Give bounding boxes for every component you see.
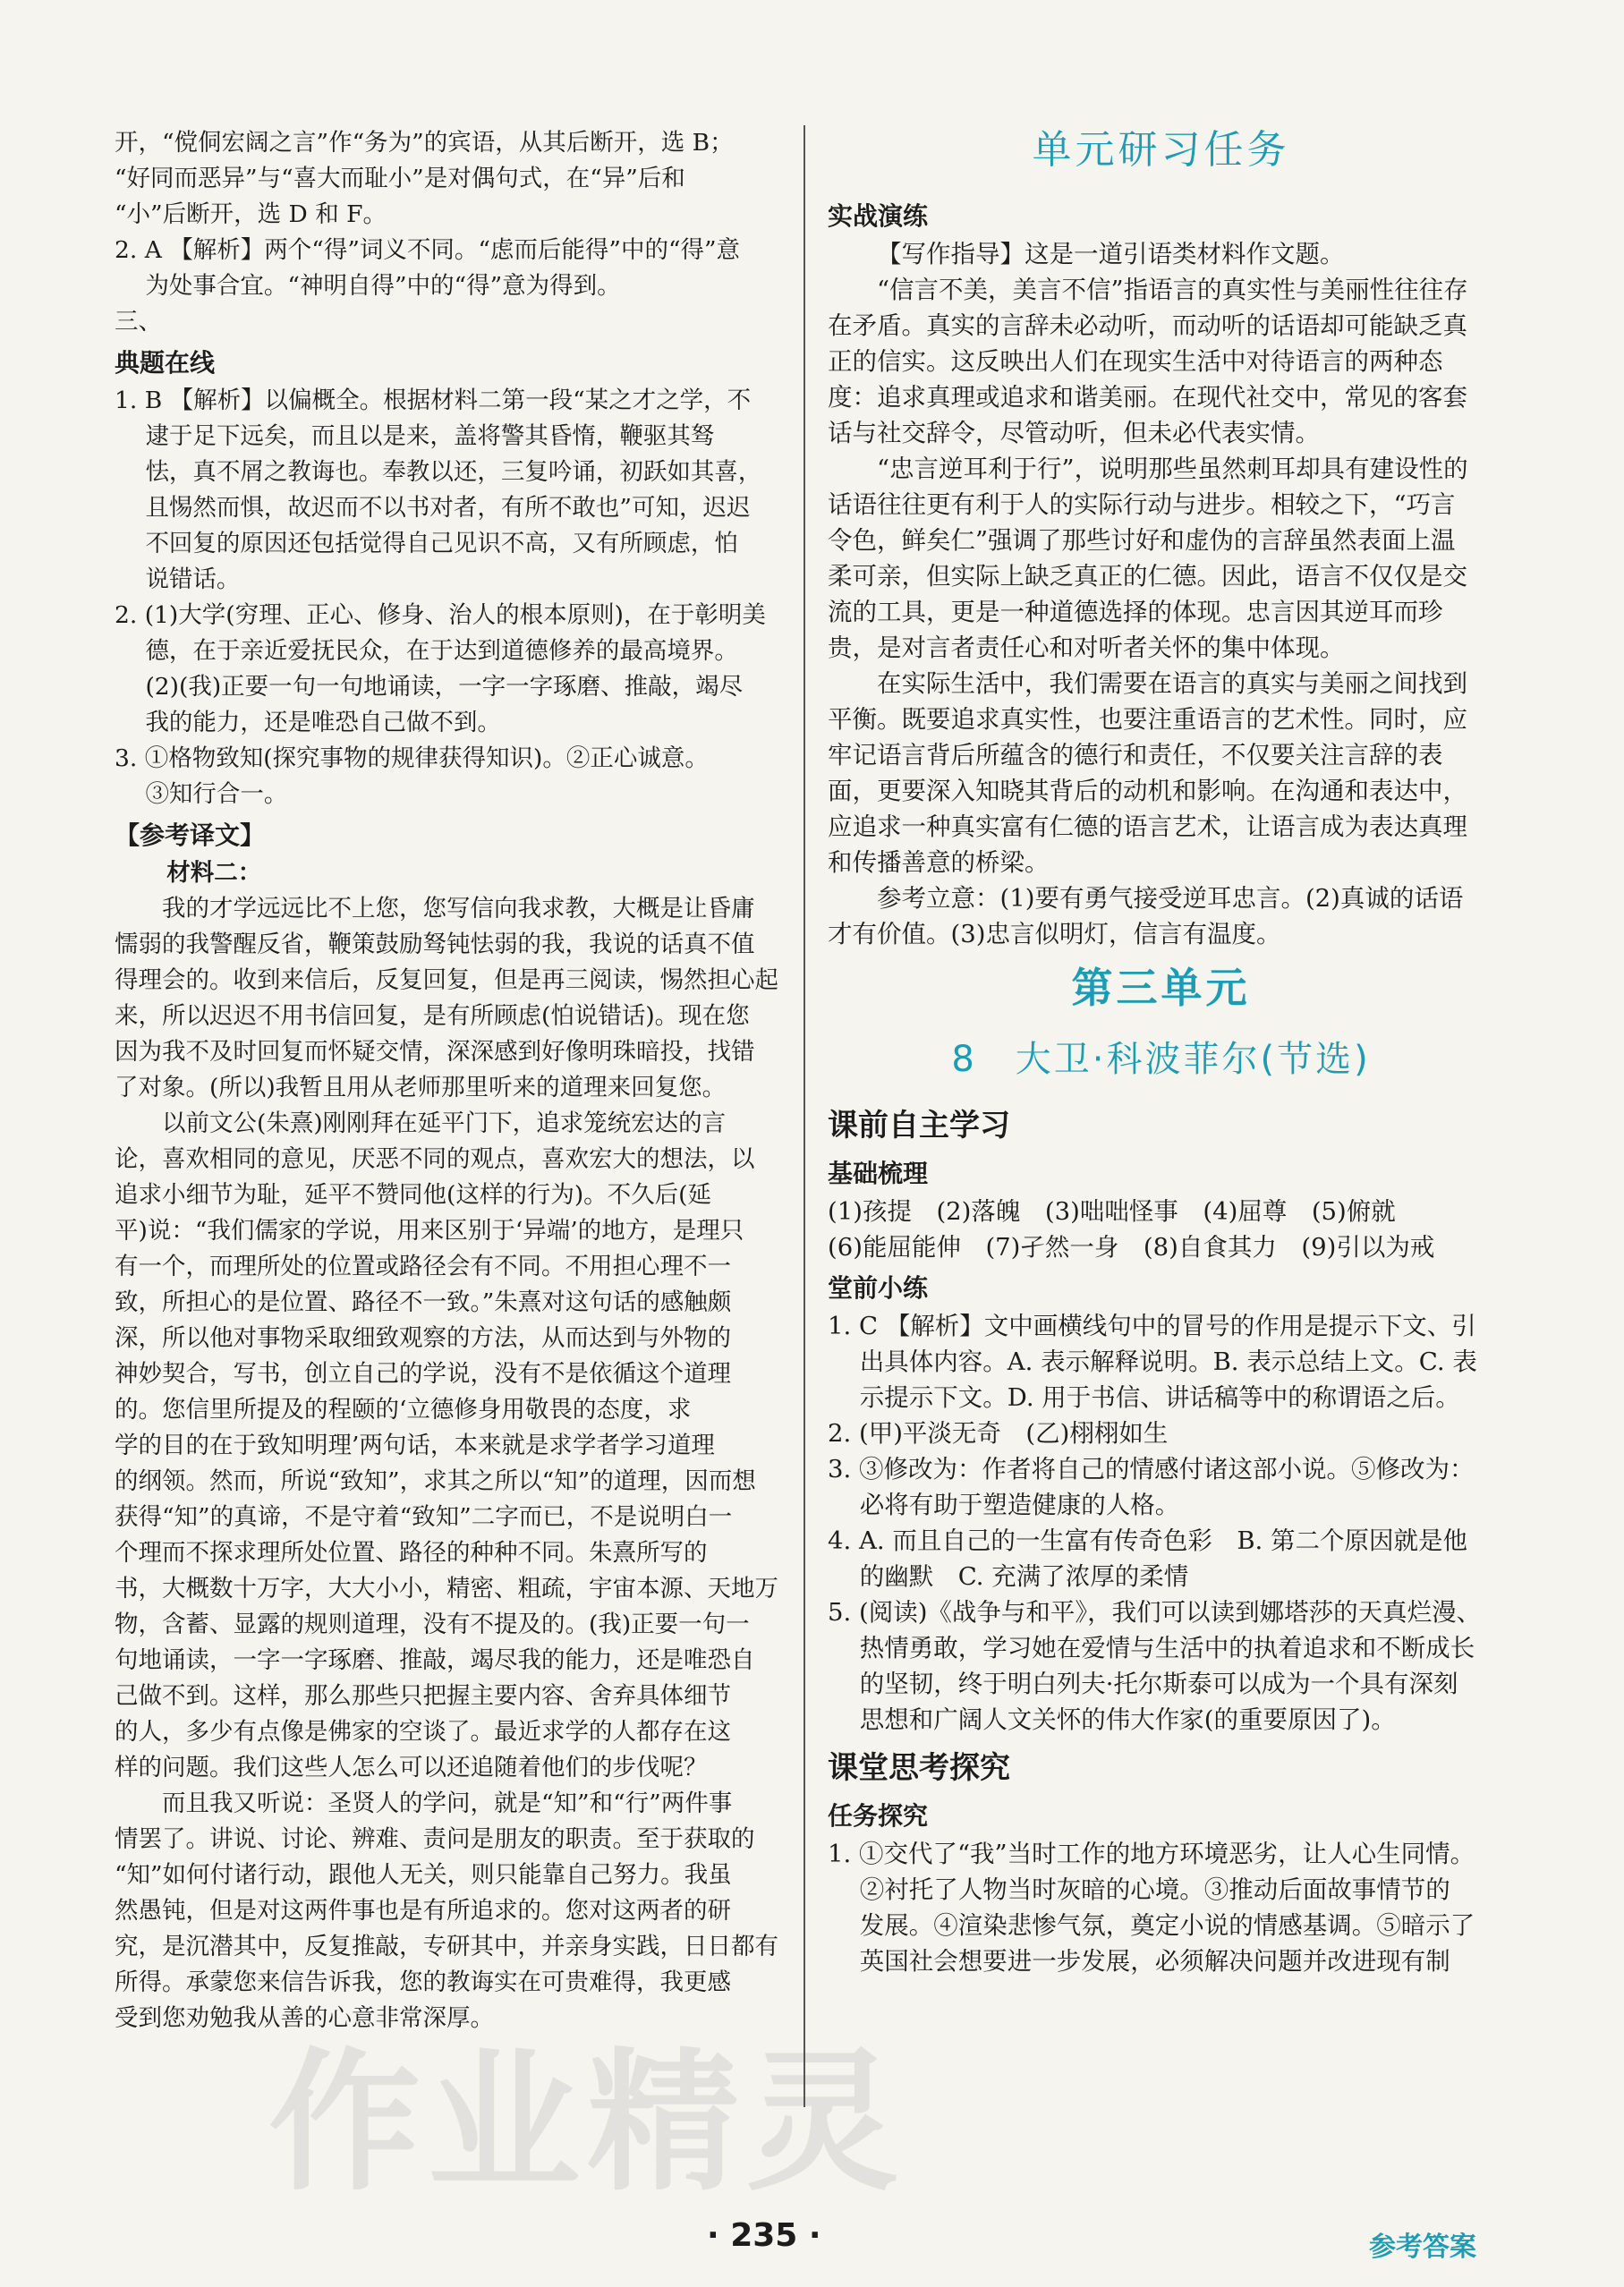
- text-line: 3. ①格物致知(探究事物的规律获得知识)。②正心诚意。: [115, 744, 709, 772]
- text-line: “小”后断开，选 D 和 F。: [115, 200, 387, 228]
- text-line: 1. C 【解析】文中画横线句中的冒号的作用是提示下文、引: [828, 1312, 1476, 1340]
- text-line: 神妙契合，写书，创立自己的学说，没有不是依循这个道理: [115, 1360, 731, 1388]
- text-line: 有一个，而理所处的位置或路径会有不同。不用担心理不一: [115, 1253, 731, 1280]
- subheading-reference-translation: 【参考译文】: [115, 820, 266, 850]
- heading-pre-class-study: 课前自主学习: [828, 1108, 1010, 1144]
- text-line: 致，所担心的是位置、路径不一致。”朱熹对这句话的感触颇: [115, 1288, 732, 1316]
- text-line: 和传播善意的桥梁。: [828, 848, 1050, 877]
- page-number: · 235 ·: [707, 2217, 821, 2254]
- text-line: 学的目的在于致知明理’两句话，本来就是求学者学习道理: [115, 1432, 715, 1459]
- text-line: 而且我又听说：圣贤人的学问，就是“知”和“行”两件事: [162, 1790, 733, 1817]
- text-line: (6)能屈能伸 (7)孑然一身 (8)自食其力 (9)引以为戒: [828, 1233, 1435, 1262]
- text-line: 贵，是对言者责任心和对听者关怀的集中体现。: [828, 633, 1345, 662]
- text-line: 德，在于亲近爱抚民众，在于达到道德修养的最高境界。: [145, 637, 738, 665]
- text-line: 获得“知”的真谛，不是守着“致知”二字而已，不是说明白一: [115, 1503, 733, 1531]
- text-line: ②衬托了人物当时灰暗的心境。③推动后面故事情节的: [859, 1875, 1450, 1904]
- text-line: 了对象。(所以)我暂且用从老师那里听来的道理来回复您。: [115, 1074, 727, 1101]
- text-line: 懦弱的我警醒反省，鞭策鼓励驽钝怯弱的我，我说的话真不值: [115, 931, 755, 958]
- text-line: 受到您劝勉我从善的心意非常深厚。: [115, 2004, 494, 2032]
- text-line: (1)孩提 (2)落魄 (3)咄咄怪事 (4)屈尊 (5)俯就: [828, 1197, 1396, 1226]
- heading-in-class-inquiry: 课堂思考探究: [828, 1750, 1010, 1786]
- text-line: 开，“傥侗宏阔之言”作“务为”的宾语，从其后断开，选 B；: [115, 129, 734, 157]
- text-line: 句地诵读，一字一字琢磨、推敲，竭尽我的能力，还是唯恐自: [115, 1646, 755, 1674]
- text-line: 深，所以他对事物采取细致观察的方法，从而达到与外物的: [115, 1324, 731, 1352]
- text-line: 示提示下文。D. 用于书信、讲话稿等中的称谓语之后。: [859, 1383, 1460, 1412]
- subheading-practice-before-class: 堂前小练: [828, 1273, 929, 1303]
- text-line: 话语往往更有利于人的实际行动与进步。相较之下，“巧言: [828, 490, 1456, 519]
- text-line: 思想和广阔人文关怀的伟大作家(的重要原因了)。: [859, 1705, 1396, 1734]
- right-column: [828, 125, 1494, 1979]
- text-line: 应追求一种真实富有仁德的语言艺术，让语言成为表达真理: [828, 812, 1467, 841]
- text-line: 不回复的原因还包括觉得自己见识不高，又有所顾虑，怕: [145, 530, 738, 557]
- section-number: 三、: [115, 308, 162, 336]
- text-line: ③知行合一。: [145, 780, 288, 808]
- text-line: 的坚韧，终于明白列夫·托尔斯泰可以成为一个具有深刻: [859, 1670, 1458, 1698]
- text-line: 正的信实。这反映出人们在现实生活中对待语言的两种态: [828, 347, 1443, 376]
- text-line: 牢记语言背后所蕴含的德行和责任，不仅要关注言辞的表: [828, 741, 1443, 769]
- text-line: “忠言逆耳利于行”，说明那些虽然刺耳却具有建设性的: [877, 455, 1468, 483]
- text-line: 的幽默 C. 充满了浓厚的柔情: [859, 1562, 1189, 1591]
- text-line: 面，更要深入知晓其背后的动机和影响。在沟通和表达中，: [828, 777, 1467, 805]
- text-line: 所得。承蒙您来信告诉我，您的教诲实在可贵难得，我更感: [115, 1968, 731, 1996]
- unit-task-title: 单元研习任务: [1032, 127, 1290, 173]
- text-line: 参考立意：(1)要有勇气接受逆耳忠言。(2)真诚的话语: [877, 884, 1464, 913]
- text-line: 的人，多少有点像是佛家的空谈了。最近求学的人都存在这: [115, 1718, 731, 1746]
- text-line: 的。您信里所提及的程颐的‘立德修身用敬畏的态度，求: [115, 1396, 692, 1424]
- text-line: 情罢了。讲说、讨论、辨难、责问是朋友的职责。至于获取的: [115, 1825, 755, 1853]
- text-line: “信言不美，美言不信”指语言的真实性与美丽性往往存: [877, 276, 1468, 304]
- footer-label: 参考答案: [1369, 2232, 1476, 2263]
- lesson-title: 8 大卫·科波菲尔(节选): [951, 1039, 1371, 1080]
- text-line: 2. (甲)平淡无奇 (乙)栩栩如生: [828, 1419, 1169, 1448]
- text-line: 柔可亲，但实际上缺乏真正的仁德。因此，语言不仅仅是交: [828, 562, 1467, 591]
- text-line: 1. B 【解析】以偏概全。根据材料二第一段“某之才之学，不: [115, 387, 752, 414]
- text-line: 得理会的。收到来信后，反复回复，但是再三阅读，惕然担心起: [115, 966, 778, 994]
- text-line: 因为我不及时回复而怀疑交情，深深感到好像明珠暗投，找错: [115, 1038, 755, 1066]
- subheading-practice: 实战演练: [828, 201, 929, 231]
- text-line: 在矛盾。真实的言辞未必动听，而动听的话语却可能缺乏真: [828, 311, 1467, 340]
- text-line: 在实际生活中，我们需要在语言的真实与美丽之间找到: [877, 669, 1467, 698]
- text-line: 2. A 【解析】两个“得”词义不同。“虑而后能得”中的“得”意: [115, 236, 741, 264]
- text-line: (2)(我)正要一句一句地诵读，一字一字琢磨、推敲，竭尽: [145, 673, 744, 701]
- text-line: 己做不到。这样，那么那些只把握主要内容、舍弃具体细节: [115, 1682, 731, 1710]
- text-line: 令色，鲜矣仁”强调了那些讨好和虚伪的言辞虽然表面上温: [828, 526, 1456, 555]
- text-line: 追求小细节为耻，延平不赞同他(这样的行为)。不久后(延: [115, 1181, 712, 1209]
- text-line: 5. (阅读)《战争与和平》，我们可以读到娜塔莎的天真烂漫、: [828, 1598, 1482, 1627]
- text-line: 且惕然而惧，故迟而不以书对者，有所不敢也”可知，迟迟: [145, 494, 751, 522]
- text-line: 英国社会想要进一步发展，必须解决问题并改进现有制: [859, 1947, 1450, 1976]
- watermark: 作业精灵: [268, 2035, 906, 2212]
- column-divider: [803, 125, 805, 2107]
- text-line: 说错话。: [145, 565, 241, 593]
- text-line: 为处事合宜。“神明自得”中的“得”意为得到。: [145, 272, 621, 300]
- text-line: 的纲领。然而，所说“致知”，求其之所以“知”的道理，因而想: [115, 1467, 756, 1495]
- text-line: 个理而不探求理所处位置、路径的种种不同。朱熹所写的: [115, 1539, 708, 1567]
- text-line: 平衡。既要追求真实性，也要注重语言的艺术性。同时，应: [828, 705, 1467, 734]
- subheading-basics: 基础梳理: [828, 1159, 929, 1188]
- text-line: 论，喜欢相同的意见，厌恶不同的观点，喜欢宏大的想法，以: [115, 1145, 755, 1173]
- text-line: 流的工具，更是一种道德选择的体现。忠言因其逆耳而珍: [828, 598, 1443, 626]
- text-line: 怯，真不屑之教诲也。奉教以还，三复吟诵，初跃如其喜，: [145, 458, 762, 486]
- text-line: 发展。④渲染悲惨气氛，奠定小说的情感基调。⑤暗示了: [859, 1911, 1475, 1940]
- text-line: 我的才学远远比不上您，您写信向我求教，大概是让昏庸: [162, 895, 755, 922]
- text-line: 出具体内容。A. 表示解释说明。B. 表示总结上文。C. 表: [859, 1348, 1477, 1376]
- text-line: 样的问题。我们这些人怎么可以还追随着他们的步伐呢？: [115, 1754, 708, 1781]
- text-line: 4. A. 而且自己的一生富有传奇色彩 B. 第二个原因就是他: [828, 1526, 1468, 1555]
- text-line: “知”如何付诸行动，跟他人无关，则只能靠自己努力。我虽: [115, 1861, 732, 1889]
- text-line: 2. (1)大学(穷理、正心、修身、治人的根本原则)，在于彰明美: [115, 601, 766, 629]
- text-line: 究，是沉潜其中，反复推敲，专研其中，并亲身实践，日日都有: [115, 1933, 778, 1960]
- text-line: 才有价值。(3)忠言似明灯，信言有温度。: [828, 920, 1281, 948]
- text-line: 度：追求真理或追求和谐美丽。在现代社交中，常见的客套: [828, 383, 1467, 412]
- text-line: 话与社交辞令，尽管动听，但未必代表实情。: [828, 419, 1320, 447]
- left-column: [115, 125, 781, 2036]
- text-line: 以前文公(朱熹)刚刚拜在延平门下，追求笼统宏达的言: [162, 1109, 727, 1137]
- unit-three-title: 第三单元: [1071, 964, 1251, 1012]
- text-line: “好同而恶异”与“喜大而耻小”是对偶句式，在“异”后和: [115, 165, 685, 192]
- text-line: 逮于足下远矣，而且以是来，盖将警其昏惰，鞭驱其驽: [145, 422, 715, 450]
- text-line: 3. ③修改为：作者将自己的情感付诸这部小说。⑤修改为：: [828, 1455, 1475, 1484]
- text-line: 热情勇敢，学习她在爱情与生活中的执着追求和不断成长: [859, 1634, 1475, 1662]
- text-line: 平)说：“我们儒家的学说，用来区别于‘异端’的地方，是理只: [115, 1217, 744, 1245]
- text-line: 必将有助于塑造健康的人格。: [859, 1491, 1180, 1519]
- text-line: 物，含蓄、显露的规则道理，没有不提及的。(我)正要一句一: [115, 1611, 750, 1638]
- text-line: 1. ①交代了“我”当时工作的地方环境恶劣，让人心生同情。: [828, 1840, 1475, 1868]
- text-line: 然愚钝，但是对这两件事也是有所追求的。您对这两者的研: [115, 1897, 731, 1925]
- subheading-classic-questions: 典题在线: [115, 348, 216, 378]
- text-line: 我的能力，还是唯恐自己做不到。: [145, 709, 501, 736]
- subheading-task-inquiry: 任务探究: [828, 1801, 929, 1831]
- text-line: 【写作指导】这是一道引语类材料作文题。: [877, 240, 1345, 268]
- text-line: 书，大概数十万字，大大小小，精密、粗疏，宇宙本源、天地万: [115, 1575, 778, 1603]
- material-label: 材料二：: [166, 859, 262, 887]
- text-line: 来，所以迟迟不用书信回复，是有所顾虑(怕说错话)。现在您: [115, 1002, 750, 1030]
